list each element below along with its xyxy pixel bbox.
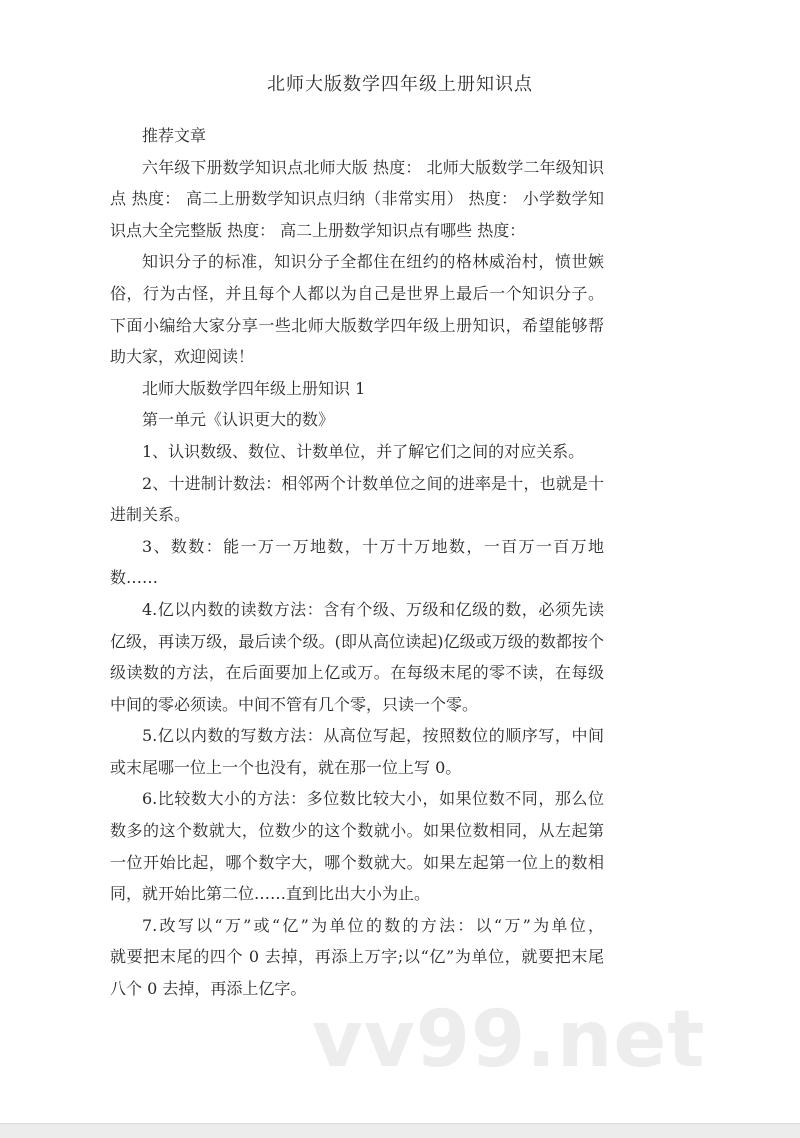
- text-line: 级读数的方法，在后面要加上亿或万。在每级末尾的零不读，在每级: [110, 663, 604, 683]
- bottom-scroll-bar[interactable]: [0, 1123, 800, 1138]
- paragraph: [110, 373, 604, 405]
- document-title: 北师大版数学四年级上册知识点: [267, 74, 533, 95]
- text-line: 2、十进制计数法：相邻两个计数单位之间的进率是十，也就是十: [142, 473, 604, 493]
- text-line: 助大家，欢迎阅读！: [110, 347, 255, 367]
- text-line: 俗，行为古怪，并且每个人都以为自己是世界上最后一个知识分子。: [110, 283, 604, 303]
- text-line: 下面小编给大家分享一些北师大版数学四年级上册知识，希望能够帮: [110, 315, 604, 335]
- paragraph: [110, 404, 604, 436]
- text-line: 中间的零必须读。中间不管有几个零，只读一个零。: [110, 694, 479, 714]
- text-line: 一位开始比起，哪个数字大，哪个数就大。如果左起第一位上的数相: [110, 852, 604, 872]
- paragraph: [110, 531, 604, 594]
- text-line: 八个 0 去掉，再添上亿字。: [110, 979, 307, 999]
- text-line: 知识分子的标准，知识分子全都住在纽约的格林威治村，愤世嫉: [142, 252, 604, 272]
- text-line: 数……: [110, 568, 159, 588]
- text-line: 识点大全完整版 热度： 高二上册数学知识点有哪些 热度：: [110, 220, 526, 240]
- text-line: 6.比较数大小的方法：多位数比较大小，如果位数不同，那么位: [142, 789, 604, 809]
- text-line: 1、认识数级、数位、计数单位，并了解它们之间的对应关系。: [142, 441, 585, 461]
- paragraph: [110, 910, 604, 1005]
- text-line: 3、数数：能一万一万地数，十万十万地数，一百万一百万地: [142, 536, 604, 556]
- text-line: 亿级，再读万级，最后读个级。(即从高位读起)亿级或万级的数都按个: [110, 631, 604, 651]
- text-line: 进制关系。: [110, 505, 191, 525]
- paragraph: [110, 246, 604, 372]
- text-line: 5.亿以内数的写数方法：从高位写起，按照数位的顺序写，中间: [142, 726, 604, 746]
- document-body: [110, 120, 604, 1005]
- text-line: 或末尾哪一位上一个也没有，就在那一位上写 0。: [110, 757, 462, 777]
- text-line: 4.亿以内数的读数方法：含有个级、万级和亿级的数，必须先读: [142, 599, 604, 619]
- paragraph: [110, 152, 604, 247]
- text-line: 推荐文章: [142, 126, 207, 145]
- text-line: 就要把末尾的四个 0 去掉，再添上万字;以“亿”为单位，就要把末尾: [110, 947, 604, 967]
- text-line: 六年级下册数学知识点北师大版 热度： 北师大版数学二年级知识: [142, 157, 604, 177]
- paragraph: [110, 468, 604, 531]
- text-line: 点 热度： 高二上册数学知识点归纳（非常实用） 热度： 小学数学知: [110, 189, 604, 209]
- text-line: 北师大版数学四年级上册知识 1: [142, 378, 366, 398]
- watermark: vv99.net: [312, 995, 706, 1085]
- paragraph: [110, 436, 604, 468]
- text-line: 数多的这个数就大，位数少的这个数就小。如果位数相同，从左起第: [110, 821, 604, 841]
- paragraph: [110, 120, 604, 152]
- paragraph: [110, 594, 604, 720]
- text-line: 7.改写以“万”或“亿”为单位的数的方法：以“万”为单位，: [142, 915, 604, 935]
- paragraph: [110, 783, 604, 909]
- text-line: 同，就开始比第二位……直到比出大小为止。: [110, 884, 431, 904]
- paragraph: [110, 720, 604, 783]
- text-line: 第一单元《认识更大的数》: [142, 410, 335, 430]
